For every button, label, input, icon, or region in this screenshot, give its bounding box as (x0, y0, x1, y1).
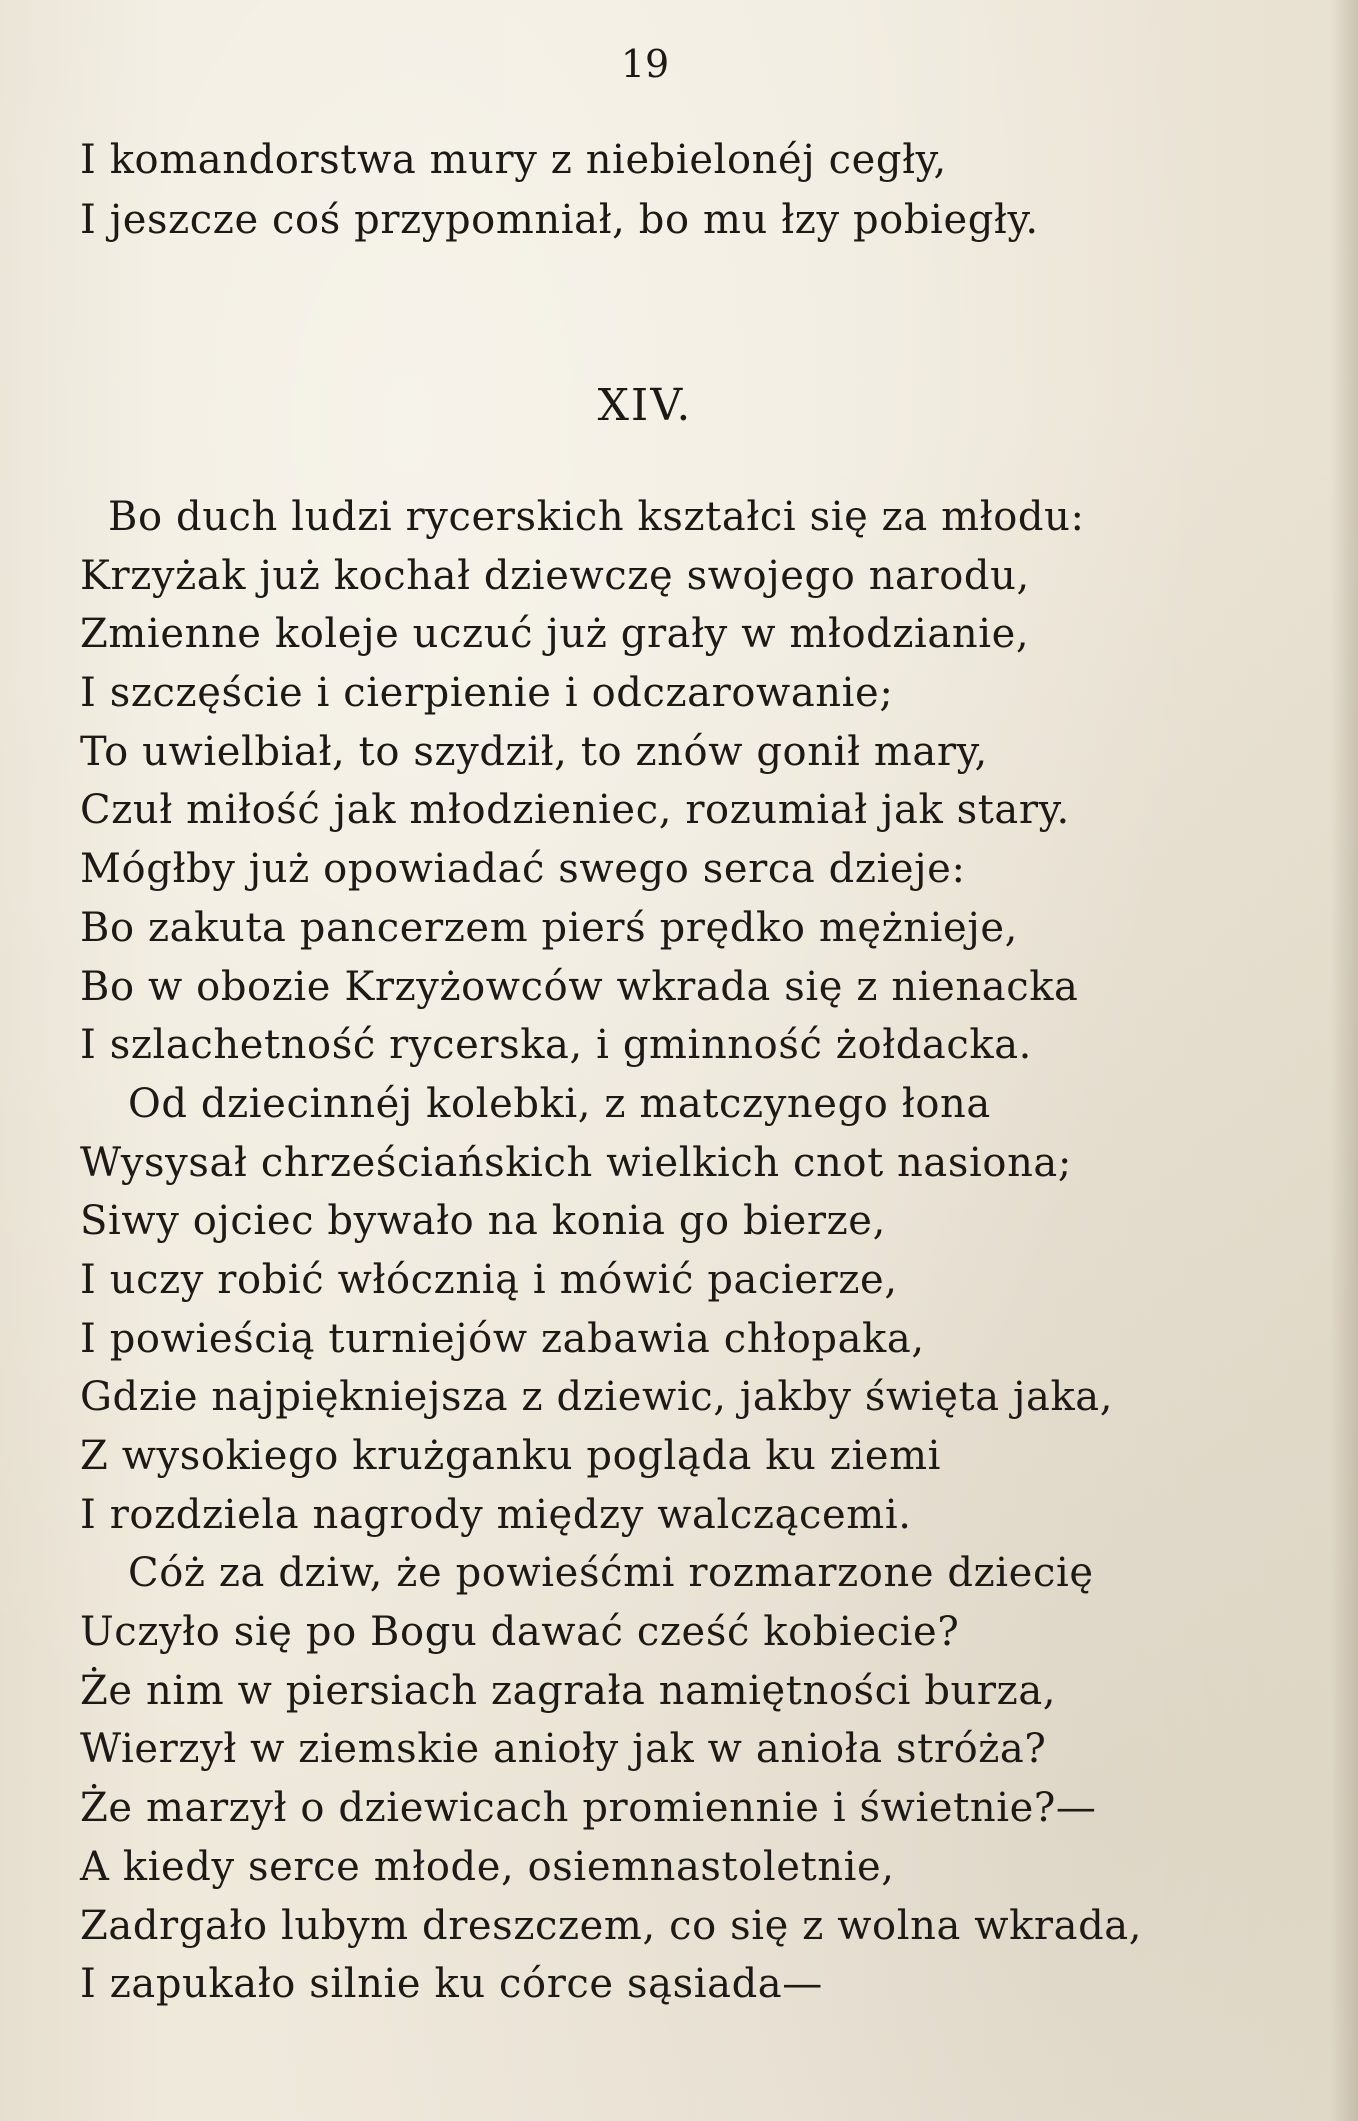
verse-line: Bo duch ludzi rycerskich kształci się za młodu: (108, 494, 1085, 540)
section-heading: XIV. (597, 380, 693, 431)
verse-line: To uwielbiał, to szydził, to znów gonił mary, (80, 728, 988, 775)
verse-line: Wysysał chrześciańskich wielkich cnot nasiona; (80, 1139, 1072, 1186)
verse-line: I szlachetność rycerska, i gminność żołdacka. (80, 1022, 1032, 1069)
verse-line: Wierzył w ziemskie anioły jak w anioła stróża? (80, 1726, 1047, 1773)
verse-line: Bo w obozie Krzyżowców wkrada się z nienacka (80, 963, 1079, 1010)
verse-line: Z wysokiego krużganku pogląda ku ziemi (80, 1433, 942, 1479)
verse-line: A kiedy serce młode, osiemnastoletnie, (80, 1843, 895, 1890)
verse-line: I rozdziela nagrody między walczącemi. (80, 1491, 912, 1538)
page-number: 19 (620, 42, 670, 86)
verse-line: Od dziecinnéj kolebki, z matczynego łona (128, 1080, 991, 1127)
verse-line: Krzyżak już kochał dziewczę swojego narodu, (80, 552, 1030, 599)
verse-line: Zadrgało lubym dreszczem, co się z wolna wkrada, (80, 1902, 1143, 1949)
verse-line: I uczy robić włócznią i mówić pacierze, (80, 1256, 898, 1303)
verse-line: I szczęście i cierpienie i odczarowanie; (80, 670, 894, 717)
verse-line: Że nim w piersiach zagrała namiętności burza, (80, 1667, 1057, 1714)
verse-line: Że marzył o dziewicach promiennie i świetnie?— (80, 1785, 1097, 1832)
verse-line: I komandorstwa mury z niebielonéj cegły, (80, 137, 947, 183)
verse-line: Zmienne koleje uczuć już grały w młodzianie, (80, 611, 1030, 658)
verse-line: Gdzie najpiękniejsza z dziewic, jakby święta jaka, (80, 1374, 1114, 1421)
verse-line: Mógłby już opowiadać swego serca dzieje: (80, 846, 966, 893)
verse-line: Czuł miłość jak młodzieniec, rozumiał jak stary. (80, 787, 1070, 834)
verse-line: Uczyło się po Bogu dawać cześć kobiecie? (80, 1609, 960, 1656)
continued-verse (0, 130, 1358, 250)
verse-line: I powieścią turniejów zabawia chłopaka, (80, 1315, 925, 1362)
verse-line: I jeszcze coś przypomniał, bo mu łzy pobiegły. (80, 197, 1039, 243)
verse-line: I zapukało silnie ku córce sąsiada— (80, 1961, 823, 2008)
stanza-xiv (0, 488, 1358, 2014)
verse-line: Siwy ojciec bywało na konia go bierze, (80, 1198, 886, 1245)
verse-line: Bo zakuta pancerzem pierś prędko mężnieje, (80, 904, 1018, 951)
verse-line: Cóż za dziw, że powieśćmi rozmarzone dziecię (128, 1550, 1094, 1597)
